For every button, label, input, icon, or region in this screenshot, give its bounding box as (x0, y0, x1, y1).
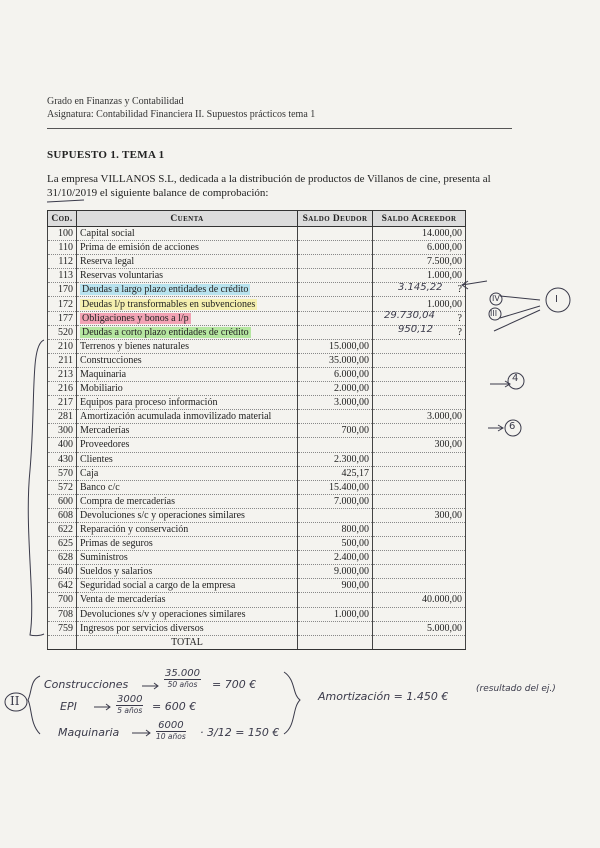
row-code: 608 (48, 508, 77, 522)
highlighted-account: Deudas l/p transformables en subvenciones (82, 298, 256, 310)
row-credit: 7.500,00 (373, 255, 466, 269)
row-debit: 9.000,00 (298, 565, 373, 579)
circle-6 (505, 420, 521, 436)
note-line-3-den: 10 años (156, 732, 186, 741)
note-left-brace (28, 676, 40, 734)
row-account: Prima de emisión de acciones (77, 241, 298, 255)
row-debit: 1.000,00 (298, 607, 373, 621)
row-account: Caja (77, 466, 298, 480)
circle-i-label: I (555, 294, 558, 305)
note-right-brace (284, 672, 300, 734)
circle-i (546, 288, 570, 312)
row-account: Compra de mercaderías (77, 494, 298, 508)
note-ii-circle (5, 693, 27, 711)
circle-iv (490, 293, 502, 305)
total-label: TOTAL (77, 635, 298, 649)
arrow-170 (462, 281, 487, 289)
note-resultado: (resultado del ej.) (476, 684, 556, 694)
row-credit: 14.000,00 (373, 227, 466, 241)
row-account: Maquinaria (77, 367, 298, 381)
row-debit: 2.300,00 (298, 452, 373, 466)
row-debit: 2.000,00 (298, 382, 373, 396)
row-credit: ? (373, 283, 466, 297)
row-account: Mercaderías (77, 424, 298, 438)
arrow-to-4 (490, 381, 510, 387)
row-account: Terrenos y bienes naturales (77, 339, 298, 353)
header-debit: Saldo Deudor (298, 211, 373, 227)
row-credit: 5.000,00 (373, 621, 466, 635)
row-code: 708 (48, 607, 77, 621)
circle-4-label: 4 (512, 373, 519, 384)
row-credit: ? (373, 325, 466, 339)
row-credit: 6.000,00 (373, 241, 466, 255)
handwritten-170: 3.145,22 (398, 282, 443, 293)
row-account: Reserva legal (77, 255, 298, 269)
row-credit: 3.000,00 (373, 410, 466, 424)
row-debit: 900,00 (298, 579, 373, 593)
circle-4 (508, 373, 524, 389)
row-account: Venta de mercaderías (77, 593, 298, 607)
row-debit: 2.400,00 (298, 551, 373, 565)
left-bracket (28, 340, 44, 636)
row-code: 570 (48, 466, 77, 480)
row-code: 622 (48, 522, 77, 536)
row-account: Devoluciones s/v y operaciones similares (77, 607, 298, 621)
mark-iii: III (490, 309, 498, 318)
highlighted-account: Obligaciones y bonos a l/p (82, 312, 189, 324)
row-code: 300 (48, 424, 77, 438)
row-credit: ? (373, 311, 466, 325)
row-account: Seguridad social a cargo de la empresa (77, 579, 298, 593)
row-account: Devoluciones s/c y operaciones similares (77, 508, 298, 522)
row-credit: 1.000,00 (373, 269, 466, 283)
note-ii-label: II (10, 694, 20, 708)
row-code: 759 (48, 621, 77, 635)
mark-iv: IV (492, 294, 500, 303)
note-line-1-num: 35.000 (165, 668, 200, 679)
header-credit: Saldo Acreedor (373, 211, 466, 227)
header-degree: Grado en Finanzas y Contabilidad (47, 96, 184, 107)
circle-iii (489, 308, 501, 320)
row-code: 640 (48, 565, 77, 579)
note-line-2-num: 3000 (117, 694, 143, 705)
row-code: 112 (48, 255, 77, 269)
note-amortizacion: Amortización = 1.450 € (318, 690, 449, 703)
underline-date (47, 200, 84, 202)
row-code: 217 (48, 396, 77, 410)
row-code: 110 (48, 241, 77, 255)
row-code: 628 (48, 551, 77, 565)
row-code: 170 (48, 283, 77, 297)
row-code: 281 (48, 410, 77, 424)
header-account: Cuenta (77, 211, 298, 227)
arrow-to-i-top (500, 296, 540, 300)
row-credit: 1.000,00 (373, 297, 466, 311)
note-line-1-name: Construcciones (44, 678, 129, 691)
row-account: Primas de seguros (77, 537, 298, 551)
row-account: Reservas voluntarias (77, 269, 298, 283)
row-account: Capital social (77, 227, 298, 241)
arrow-to-6 (488, 425, 503, 431)
row-debit: 3.000,00 (298, 396, 373, 410)
row-debit: 425,17 (298, 466, 373, 480)
highlighted-account: Deudas a largo plazo entidades de crédito (82, 284, 249, 296)
row-credit: 300,00 (373, 508, 466, 522)
row-account: Clientes (77, 452, 298, 466)
row-code: 430 (48, 452, 77, 466)
row-account: Equipos para proceso información (77, 396, 298, 410)
row-code: 172 (48, 297, 77, 311)
row-account: Construcciones (77, 353, 298, 367)
row-code: 100 (48, 227, 77, 241)
note-line-1-den: 50 años (167, 680, 198, 689)
row-code: 211 (48, 353, 77, 367)
row-code: 210 (48, 339, 77, 353)
note-line-2-result: = 600 € (152, 700, 197, 713)
note-line-3-num: 6000 (156, 720, 186, 732)
note-line-3-name: Maquinaria (58, 726, 120, 739)
handwritten-177: 29.730,04 (384, 310, 435, 321)
row-code: 520 (48, 325, 77, 339)
row-debit: 500,00 (298, 537, 373, 551)
arrow-to-i-bottom (500, 306, 540, 318)
row-code: 400 (48, 438, 77, 452)
arrow-note-3 (132, 730, 150, 736)
arrow-note-2 (94, 704, 110, 710)
row-code: 213 (48, 367, 77, 381)
row-code: 625 (48, 537, 77, 551)
header-subject: Asignatura: Contabilidad Financiera II. Supuestos prácticos tema 1 (47, 109, 316, 120)
row-account: Proveedores (77, 438, 298, 452)
row-debit: 800,00 (298, 522, 373, 536)
circle-6-label: 6 (509, 421, 516, 432)
row-account: Suministros (77, 551, 298, 565)
note-line-2-name: EPI (60, 700, 77, 713)
note-line-2-den: 5 años (117, 706, 143, 715)
row-code: 216 (48, 382, 77, 396)
row-code: 600 (48, 494, 77, 508)
note-line-1-result: = 700 € (212, 678, 257, 691)
row-account: Ingresos por servicios diversos (77, 621, 298, 635)
row-credit: 40.000,00 (373, 593, 466, 607)
row-debit: 7.000,00 (298, 494, 373, 508)
row-debit: 35.000,00 (298, 353, 373, 367)
exercise-intro: La empresa VILLANOS S.L, dedicada a la distribución de productos de Villanos de cine, presenta al 31/10/2019 el siguiente balance de comprobación: (47, 173, 491, 199)
exercise-title: SUPUESTO 1. TEMA 1 (47, 149, 165, 161)
arrow-note-1 (142, 683, 158, 689)
row-account: Banco c/c (77, 480, 298, 494)
row-code: 700 (48, 593, 77, 607)
row-code: 177 (48, 311, 77, 325)
row-debit: 6.000,00 (298, 367, 373, 381)
row-debit: 15.400,00 (298, 480, 373, 494)
row-account: Amortización acumulada inmovilizado material (77, 410, 298, 424)
row-debit: 700,00 (298, 424, 373, 438)
note-line-3-result: · 3/12 = 150 € (200, 726, 280, 739)
row-debit: 15.000,00 (298, 339, 373, 353)
row-code: 642 (48, 579, 77, 593)
row-credit: 300,00 (373, 438, 466, 452)
row-account: Mobiliario (77, 382, 298, 396)
header-code: Cod. (48, 211, 77, 227)
row-account: Sueldos y salarios (77, 565, 298, 579)
handwritten-520: 950,12 (398, 324, 433, 335)
highlighted-account: Deudas a corto plazo entidades de crédito (82, 326, 249, 338)
row-code: 572 (48, 480, 77, 494)
row-account: Reparación y conservación (77, 522, 298, 536)
row-code: 113 (48, 269, 77, 283)
